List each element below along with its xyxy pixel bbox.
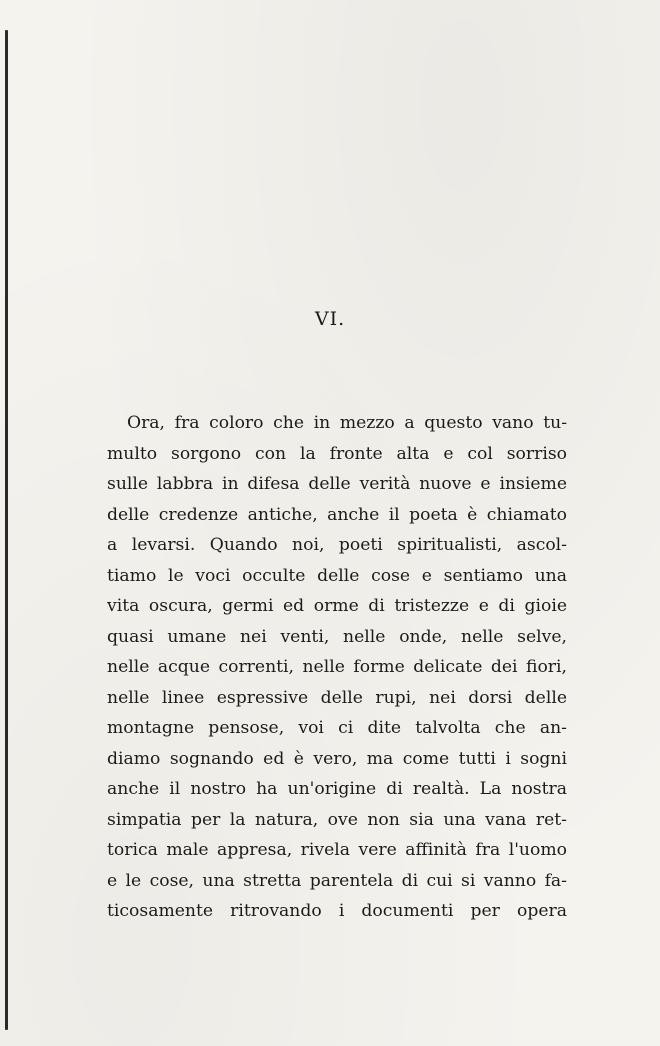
text-line: torica male appresa, rivela vere affinità fra l'uomo [107,840,567,860]
text-line: nelle linee espressive delle rupi, nei dorsi delle [107,687,567,708]
text-line: quasi umane nei venti, nelle onde, nelle selve, [107,626,567,647]
text-line: sulle labbra in difesa delle verità nuove e insieme [107,474,567,494]
text-line: a levarsi. Quando noi, poeti spiritualisti, ascol- [107,535,567,555]
text-line: Ora, fra coloro che in mezzo a questo vano tu- [127,413,567,433]
text-line: simpatia per la natura, ove non sia una vana ret- [107,809,567,830]
text-line: anche il nostro ha un'origine di realtà. La nostra [107,779,567,799]
text-line: e le cose, una stretta parentela di cui si vanno fa- [107,870,567,891]
page-binding-edge [5,30,8,1030]
body-text [107,408,567,927]
text-line: ticosamente ritrovando i documenti per opera [107,901,567,921]
chapter-heading: VI. [314,308,346,330]
text-line: delle credenze antiche, anche il poeta è chiamato [107,504,567,525]
text-line: montagne pensose, voi ci dite talvolta che an- [107,718,567,738]
text-line: tiamo le voci occulte delle cose e sentiamo una [107,565,567,586]
text-line: diamo sognando ed è vero, ma come tutti i sogni [107,748,567,769]
text-line: vita oscura, germi ed orme di tristezze e di gioie [107,596,567,616]
text-line: multo sorgono con la fronte alta e col sorriso [107,443,567,464]
text-line: nelle acque correnti, nelle forme delicate dei fiori, [107,657,567,677]
